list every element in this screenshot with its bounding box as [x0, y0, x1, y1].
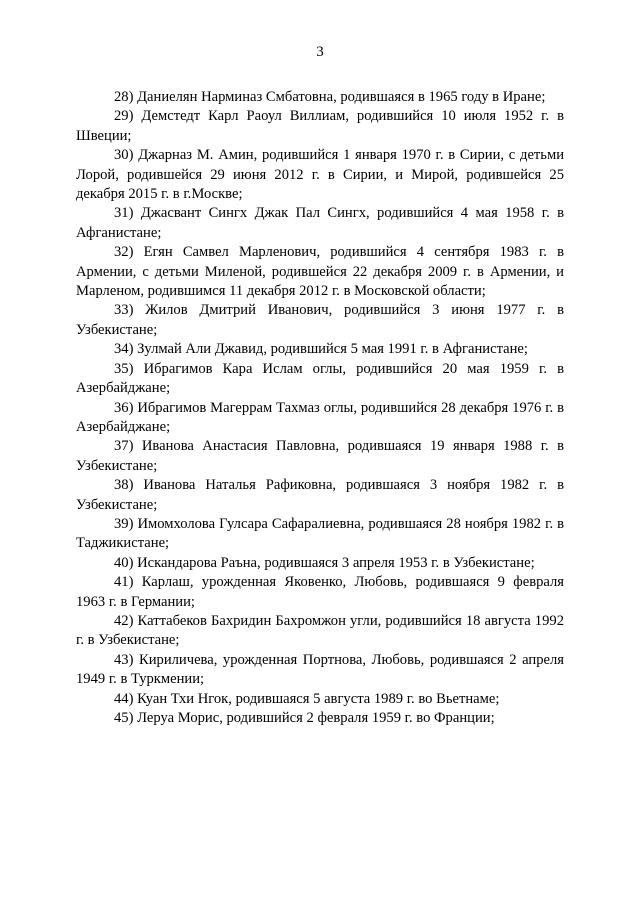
list-item: 36) Ибрагимов Магеррам Тахмаз оглы, родившийся 28 декабря 1976 г. в Азербайджане; — [76, 399, 564, 435]
list-item: 31) Джасвант Сингх Джак Пал Сингх, родившийся 4 мая 1958 г. в Афганистане; — [76, 205, 564, 241]
list-item: 44) Куан Тхи Нгок, родившаяся 5 августа 1989 г. во Вьетнаме; — [114, 690, 500, 707]
person-list — [76, 88, 564, 728]
list-item: 30) Джарназ М. Амин, родившийся 1 января 1970 г. в Сирии, с детьми Лорой, родившейся 29 июня 2012 г. в Сирии, и Мирой, родившейся 25 декабря 2015 г. в г.Москве; — [76, 147, 564, 203]
list-item: 35) Ибрагимов Кара Ислам оглы, родившийся 20 мая 1959 г. в Азербайджане; — [76, 360, 564, 397]
list-item: 34) Зулмай Али Джавид, родившийся 5 мая 1991 г. в Афганистане; — [114, 341, 528, 358]
list-item: 28) Даниелян Нарминаз Смбатовна, родившаяся в 1965 году в Иране; — [114, 89, 546, 105]
list-item: 45) Леруа Морис, родившийся 2 февраля 1959 г. во Франции; — [114, 710, 495, 726]
list-item: 33) Жилов Дмитрий Иванович, родившийся 3 июня 1977 г. в Узбекистане; — [76, 302, 564, 338]
list-item: 41) Карлаш, урожденная Яковенко, Любовь, родившаяся 9 февраля 1963 г. в Германии; — [76, 574, 564, 610]
list-item: 32) Егян Самвел Марленович, родившийся 4 сентября 1983 г. в Армении, с детьми Миленой, родившейся 22 декабря 2009 г. в Армении, и Марленом, родившимся 11 декабря 2012 г. в Московской области; — [76, 244, 564, 300]
list-item: 39) Имомхолова Гулсара Сафаралиевна, родившаяся 28 ноября 1982 г. в Таджикистане; — [76, 515, 564, 552]
list-item: 43) Кириличева, урожденная Портнова, Любовь, родившаяся 2 апреля 1949 г. в Туркмении; — [76, 651, 564, 688]
page-number: 3 — [316, 44, 324, 60]
list-item: 42) Каттабеков Бахридин Бахромжон угли, родившийся 18 августа 1992 г. в Узбекистане; — [76, 612, 564, 649]
list-item: 38) Иванова Наталья Рафиковна, родившаяся 3 ноября 1982 г. в Узбекистане; — [76, 477, 564, 513]
list-item: 40) Искандарова Раъна, родившаяся 3 апреля 1953 г. в Узбекистане; — [114, 554, 535, 571]
list-item: 37) Иванова Анастасия Павловна, родившаяся 19 января 1988 г. в Узбекистане; — [76, 438, 564, 474]
list-item: 29) Демстедт Карл Раоул Виллиам, родившийся 10 июля 1952 г. в Швеции; — [76, 108, 564, 144]
